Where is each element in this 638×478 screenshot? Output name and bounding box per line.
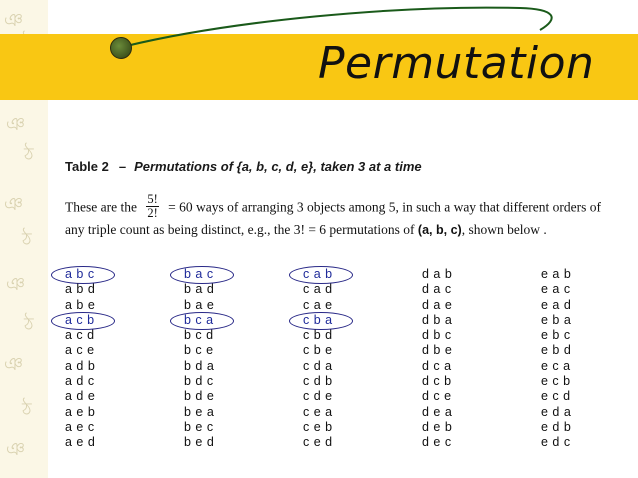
description-line-1 (65, 192, 602, 222)
slide-title: Permutation (318, 38, 595, 89)
list-item: b e c (184, 419, 214, 434)
list-item: d c a (422, 358, 452, 373)
description-line-2 (65, 222, 547, 238)
list-item: c b d (303, 328, 333, 343)
fraction (146, 193, 158, 220)
list-item-circled: c a b (303, 267, 333, 281)
list-item: e d b (541, 419, 572, 434)
list-item: b a d (184, 282, 215, 297)
list-item: e c a (541, 358, 571, 373)
desc-text: These are the (65, 199, 137, 215)
desc-text: , shown below . (461, 222, 547, 237)
list-item: c d b (303, 374, 333, 389)
list-item: d a b (422, 267, 453, 281)
list-item: c d e (303, 389, 333, 404)
list-item: e c b (541, 374, 571, 389)
list-item: d b e (422, 343, 453, 358)
highlighted-triple: (a, b, c) (417, 223, 462, 237)
table-label: Table 2 (65, 159, 109, 174)
list-item: e b c (541, 328, 571, 343)
fraction-denominator: 2! (147, 206, 158, 220)
list-item: a d c (65, 374, 95, 389)
list-item: d e a (422, 404, 453, 419)
permutation-column-e (541, 267, 571, 451)
list-item: a e d (65, 435, 96, 450)
list-item: e b d (541, 343, 572, 358)
permutation-column-b (184, 267, 214, 451)
list-item: a e b (65, 404, 96, 419)
list-item: d c e (422, 389, 452, 404)
list-item: e a d (541, 297, 572, 312)
desc-text: = 60 ways of arranging 3 objects among 5, in such a way that different orders of (168, 199, 602, 215)
list-item: b d c (184, 374, 214, 389)
permutation-column-a (65, 267, 95, 451)
list-item: a c d (65, 328, 95, 343)
list-item: c e d (303, 435, 333, 450)
table-heading (65, 159, 422, 174)
list-item: e a c (541, 282, 571, 297)
list-item: b d e (184, 389, 215, 404)
list-item: b d a (184, 358, 215, 373)
list-item: d a e (422, 297, 453, 312)
list-item: b c d (184, 328, 214, 343)
list-item: d e b (422, 419, 453, 434)
list-item: c a e (303, 297, 333, 312)
list-item: a e c (65, 419, 95, 434)
list-item-circled: b c a (184, 312, 214, 327)
list-item: c e b (303, 419, 333, 434)
list-item-circled: a c b (65, 312, 95, 327)
list-item: b e a (184, 404, 215, 419)
desc-text: any triple count as being distinct, e.g., the 3! = 6 permutations of (65, 222, 415, 237)
list-item: a d b (65, 358, 96, 373)
list-item-circled: c b a (303, 312, 333, 327)
list-item: a c e (65, 343, 95, 358)
list-item: c d a (303, 358, 333, 373)
list-item: e a b (541, 267, 572, 281)
list-item-circled: b a c (184, 267, 214, 281)
list-item: c b e (303, 343, 333, 358)
list-item: d a c (422, 282, 452, 297)
permutation-column-d (422, 267, 452, 451)
list-item: a b e (65, 297, 96, 312)
list-item: e c d (541, 389, 571, 404)
list-item: a b d (65, 282, 96, 297)
list-item: d b c (422, 328, 452, 343)
decorative-side-pattern: ঞ ঞ ঠ ঞ ঠ ঞ ঠ ঞ ঠ ঞ (0, 0, 48, 478)
fraction-numerator: 5! (147, 192, 158, 206)
list-item: e b a (541, 312, 572, 327)
table-caption: Permutations of {a, b, c, d, e}, taken 3 at a time (134, 159, 422, 174)
list-item: e d c (541, 435, 571, 450)
list-item: d e c (422, 435, 452, 450)
list-item: a d e (65, 389, 96, 404)
list-item: c e a (303, 404, 333, 419)
bullet-ornament-icon (110, 37, 132, 59)
list-item: c a d (303, 282, 333, 297)
list-item: b a e (184, 297, 215, 312)
list-item: e d a (541, 404, 572, 419)
permutation-column-c (303, 267, 333, 451)
list-item: b e d (184, 435, 215, 450)
list-item: d c b (422, 374, 452, 389)
list-item-circled: a b c (65, 267, 95, 281)
list-item: d b a (422, 312, 453, 327)
heading-dash: – (118, 159, 127, 174)
list-item: b c e (184, 343, 214, 358)
